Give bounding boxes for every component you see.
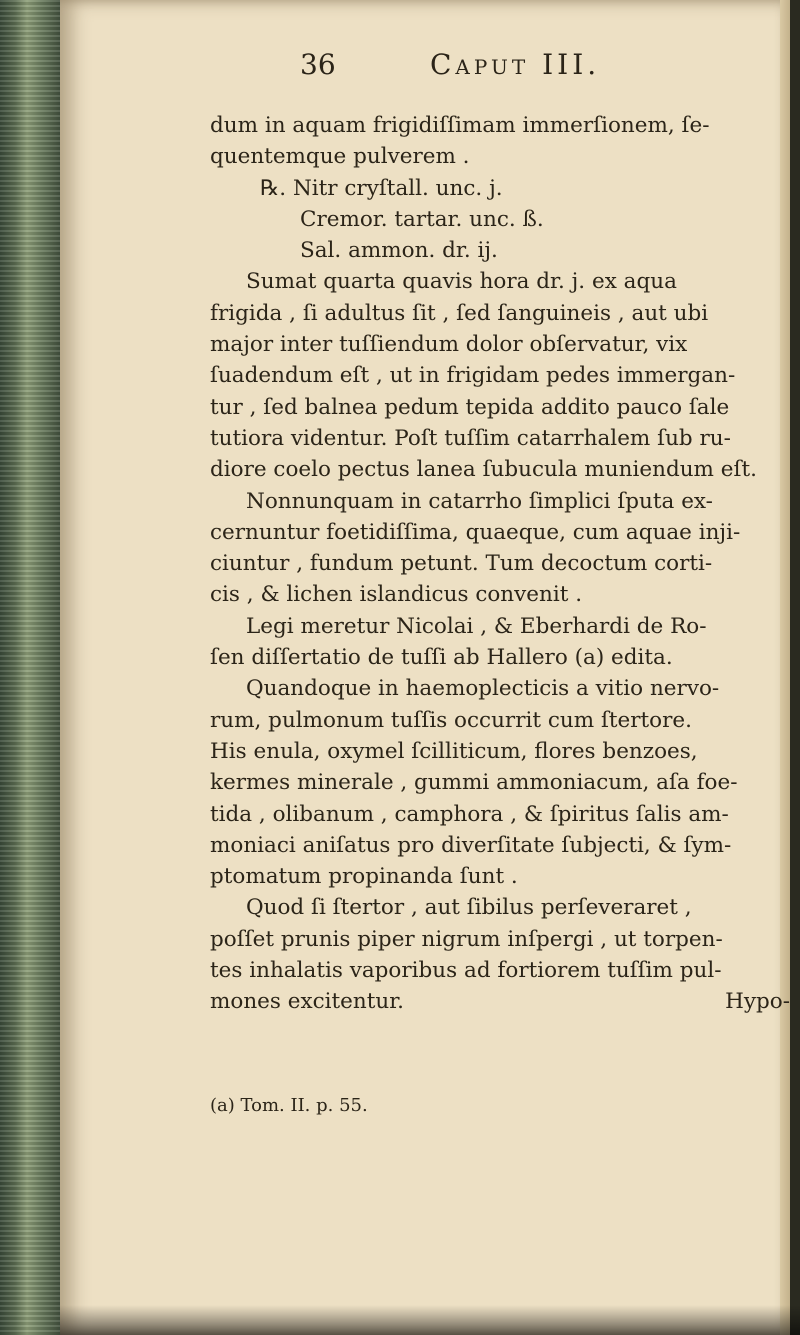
page-bottom-shadow <box>60 1305 800 1335</box>
text-line: tutiora videntur. Poſt tuſſim catarrhalem ſub ru- <box>210 425 731 451</box>
text-line: His enula, oxymel ſcilliticum, flores benzoes, <box>210 738 698 764</box>
text-line: mones excitentur. <box>210 989 404 1015</box>
text-line: cis , & lichen islandicus convenit . <box>210 582 583 608</box>
text-line: diore coelo pectus lanea ſubucula muniendum eſt. <box>210 457 757 483</box>
text-line: tur , ſed balnea pedum tepida addito pauco ſale <box>210 394 730 420</box>
text-line: poſſet prunis piper nigrum inſpergi , ut torpen- <box>210 926 723 952</box>
text-line: ℞. Nitr cryſtall. unc. j. <box>260 175 503 201</box>
text-line: rum, pulmonum tuſſis occurrit cum ſtertore. <box>210 707 692 733</box>
text-line: cernuntur foetidiſſima, quaeque, cum aquae inji- <box>210 519 741 545</box>
catchword: Hypo- <box>725 989 790 1015</box>
text-line: ſuadendum eſt , ut in frigidam pedes immergan- <box>210 363 736 389</box>
text-line: Quandoque in haemoplecticis a vitio nervo- <box>246 676 720 702</box>
text-line: Sumat quarta quavis hora dr. j. ex aqua <box>246 269 677 295</box>
text-line: ptomatum propinanda ſunt . <box>210 864 518 890</box>
book-page <box>60 0 790 1335</box>
text-line: moniaci aniſatus pro diverſitate ſubjecti, & ſym- <box>210 832 732 858</box>
text-line: Nonnunquam in catarrho ſimplici ſputa ex- <box>246 488 713 514</box>
page-header <box>60 48 790 88</box>
text-line: major inter tuſſiendum dolor obſervatur, vix <box>210 332 688 358</box>
text-line: frigida , ſi adultus ſit , ſed ſanguineis , aut ubi <box>210 300 709 326</box>
page-number: 36 <box>300 48 336 81</box>
text-line: ciuntur , fundum petunt. Tum decoctum corti- <box>210 551 713 577</box>
text-line: kermes minerale , gummi ammoniacum, aſa foe- <box>210 770 738 796</box>
footnote: (a) Tom. II. p. 55. <box>210 1095 368 1116</box>
body-text <box>210 110 790 1018</box>
running-head: Caput III. <box>430 48 601 81</box>
text-line: Sal. ammon. dr. ij. <box>300 238 498 264</box>
text-line: Quod ſi ſtertor , aut ſibilus perſeveraret , <box>246 895 692 921</box>
text-line: quentemque pulverem . <box>210 144 470 170</box>
text-line: dum in aquam frigidiſſimam immerſionem, ſe- <box>210 113 710 138</box>
text-line: Cremor. tartar. unc. ß. <box>300 206 544 232</box>
text-line: tes inhalatis vaporibus ad fortiorem tuſſim pul- <box>210 958 722 984</box>
text-line: tida , olibanum , camphora , & ſpiritus ſalis am- <box>210 801 729 827</box>
text-line: ſen diſſertatio de tuſſi ab Hallero (a) edita. <box>210 645 673 671</box>
book-binding <box>0 0 60 1335</box>
text-line: Legi meretur Nicolai , & Eberhardi de Ro- <box>246 613 707 639</box>
